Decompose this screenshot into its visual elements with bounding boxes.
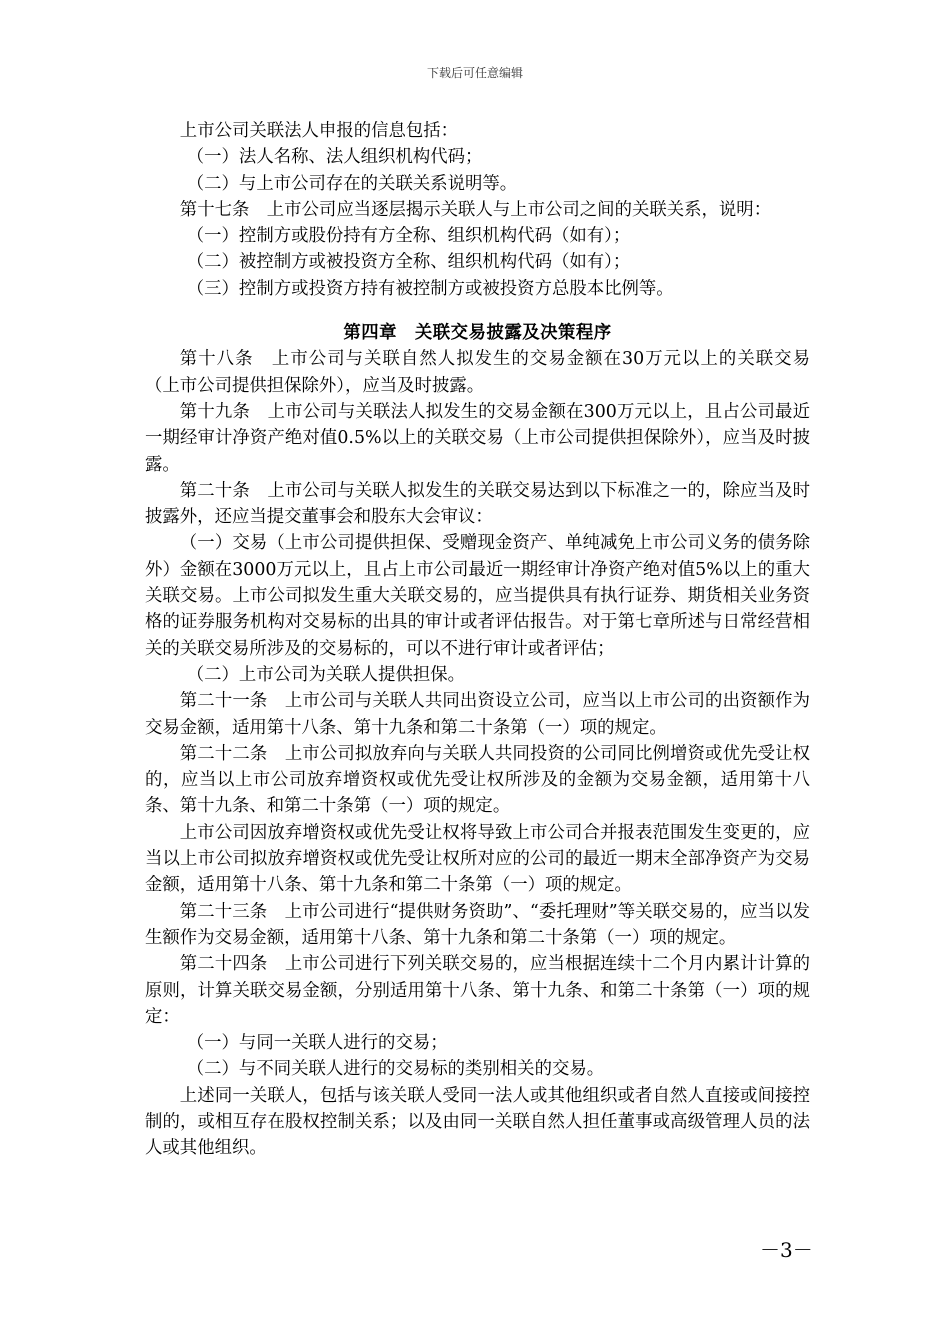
article-22: 第二十二条 上市公司拟放弃向与关联人共同投资的公司同比例增资或优先受让权的，应当以上市公司放弃增资权或优先受让权所涉及的金额为交易金额，适用第十八条、第十九条、和第二十条第（一）项的规定。	[145, 743, 810, 817]
list-item: （一）法人名称、法人组织机构代码；	[186, 147, 483, 168]
paragraph: 上述同一关联人，包括与该关联人受同一法人或其他组织或者自然人直接或间接控制的，或相互存在股权控制关系；以及由同一关联自然人担任董事或高级管理人员的法人或其他组织。	[145, 1085, 810, 1159]
chapter-heading: 第四章 关联交易披露及决策程序	[343, 323, 612, 344]
document-body	[145, 118, 810, 1162]
page-header: 下载后可任意编辑	[426, 66, 523, 80]
list-item: （二）与不同关联人进行的交易标的类别相关的交易。	[186, 1059, 605, 1080]
article-24: 第二十四条 上市公司进行下列关联交易的，应当根据连续十二个月内累计计算的原则，计算关联交易金额，分别适用第十八条、第十九条、和第二十条第（一）项的规定：	[145, 954, 810, 1027]
list-item: （三）控制方或投资方持有被控制方或被投资方总股本比例等。	[186, 278, 674, 299]
article-21: 第二十一条 上市公司与关联人共同出资设立公司，应当以上市公司的出资额作为交易金额，适用第十八条、第十九条和第二十条第（一）项的规定。	[145, 691, 810, 738]
page-number: －3－	[760, 1238, 813, 1262]
list-item: （二）被控制方或被投资方全称、组织机构代码（如有）；	[186, 252, 631, 273]
paragraph: 上市公司因放弃增资权或优先受让权将导致上市公司合并报表范围发生变更的，应当以上市公司拟放弃增资权或优先受让权所对应的公司的最近一期末全部净资产为交易金额，适用第十八条、第十九条和第二十条第（一）项的规定。	[145, 822, 810, 896]
article-19: 第十九条 上市公司与关联法人拟发生的交易金额在300万元以上，且占公司最近一期经审计净资产绝对值0.5%以上的关联交易（上市公司提供担保除外），应当及时披露。	[145, 401, 810, 475]
list-item: （一）交易（上市公司提供担保、受赠现金资产、单纯减免上市公司义务的债务除外）金额在3000万元以上，且占上市公司最近一期经审计净资产绝对值5%以上的重大关联交易。上市公司拟发生重大关联交易的，应当提供具有执行证券、期货相关业务资格的证券服务机构对交易标的出具的审计或者评估报告。对于第七章所述与日常经营相关的关联交易所涉及的交易标的，可以不进行审计或者评估；	[145, 533, 810, 659]
paragraph: 上市公司关联法人申报的信息包括：	[179, 121, 459, 141]
article-20: 第二十条 上市公司与关联人拟发生的关联交易达到以下标准之一的，除应当及时披露外，还应当提交董事会和股东大会审议：	[145, 480, 810, 528]
list-item: （一）与同一关联人进行的交易；	[186, 1033, 448, 1054]
list-item: （二）与上市公司存在的关联关系说明等。	[186, 173, 518, 194]
list-item: （二）上市公司为关联人提供担保。	[186, 664, 466, 685]
article-23: 第二十三条 上市公司进行“提供财务资助”、“委托理财”等关联交易的，应当以发生额作为交易金额，适用第十八条、第十九条和第二十条第（一）项的规定。	[145, 901, 810, 948]
article-18: 第十八条 上市公司与关联自然人拟发生的交易金额在30万元以上的关联交易（上市公司提供担保除外），应当及时披露。	[145, 349, 810, 396]
article-17: 第十七条 上市公司应当逐层揭示关联人与上市公司之间的关联关系，说明：	[179, 199, 772, 220]
list-item: （一）控制方或股份持有方全称、组织机构代码（如有）；	[186, 226, 631, 247]
